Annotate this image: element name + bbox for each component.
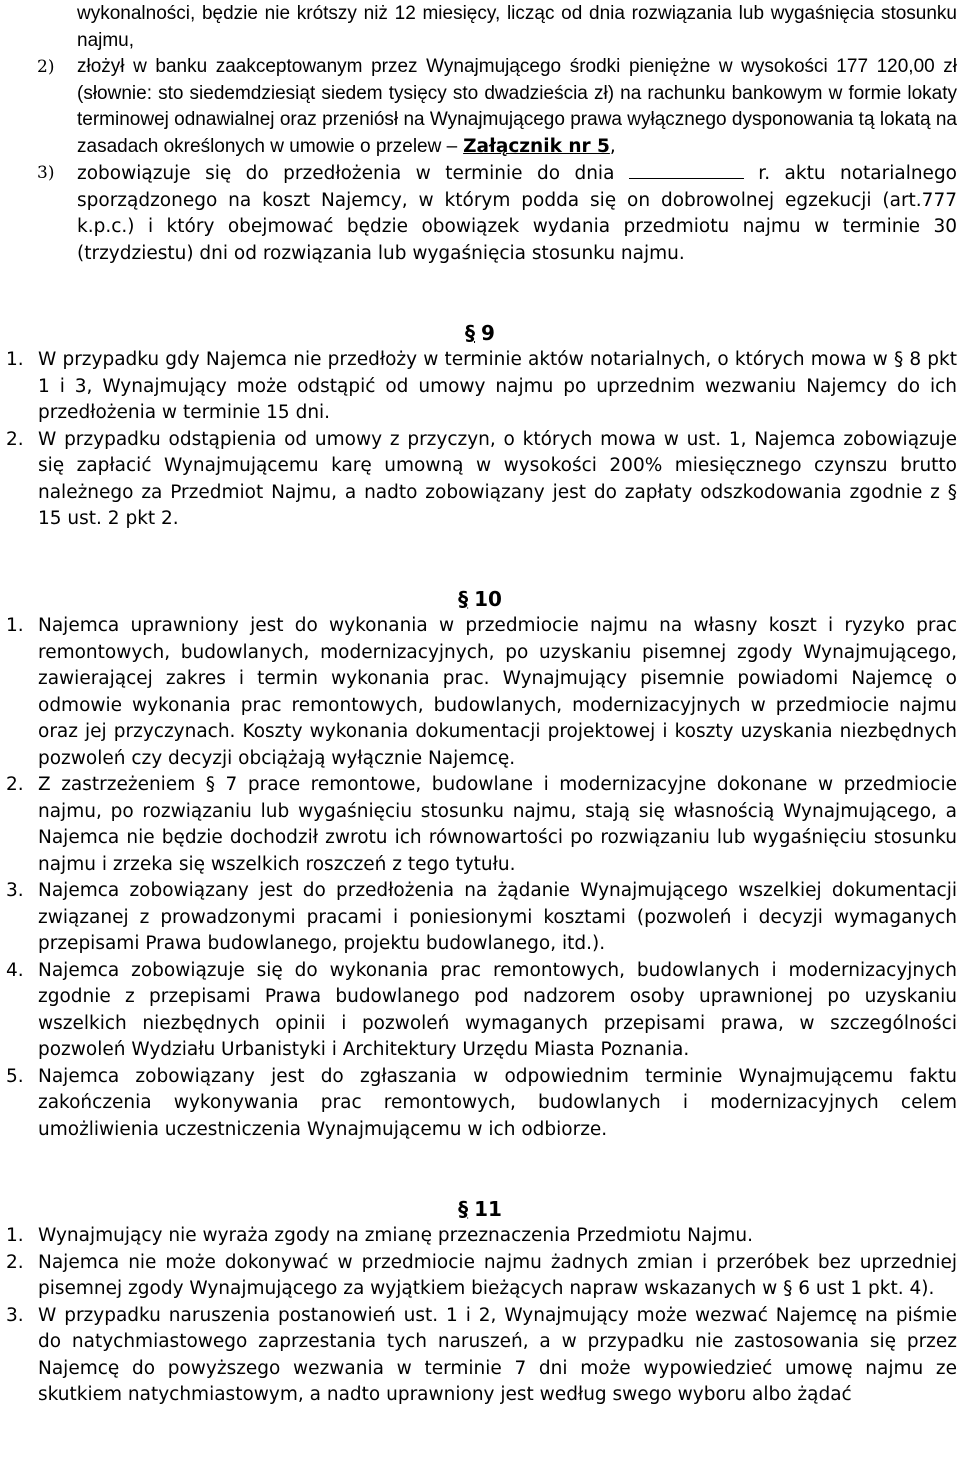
section-10-body bbox=[6, 613, 957, 1143]
section-11-body bbox=[6, 1223, 957, 1409]
item-number: 5. bbox=[6, 1065, 24, 1087]
item-text: W przypadku gdy Najemca nie przedłoży w terminie aktów notarialnych, o których mowa w § 8 pkt 1 i 3, Wynajmujący może odstąpić od umowy najmu po uprzednim wezwaniu Najemcy do ich przedłożenia w terminie 15 dni. bbox=[38, 349, 957, 423]
item-text: Najemca zobowiązuje się do wykonania prac remontowych, budowlanych i modernizacyjnych zgodnie z przepisami Prawa budowlanego pod nadzorem osoby uprawnionej po uzyskaniu wszelkich niezbędnych opinii i pozwoleń wymaganych przepisami prawa, w szczególności pozwoleń Wydziału Urbanistyki i Architektury Urzędu Miasta Poznania. bbox=[38, 959, 957, 1060]
item-text: W przypadku odstąpienia od umowy z przyczyn, o których mowa w ust. 1, Najemca zobowiązuje się zapłacić Wynajmującemu karę umowną w wysokości 200% miesięcznego czynszu brutto należnego za Przedmiot Najmu, a nadto zobowiązany jest do zapłaty odszkodowania zgodnie z § 15 ust. 2 pkt 2. bbox=[38, 428, 957, 529]
item-number: 3. bbox=[6, 880, 24, 901]
paragraph-symbol: § bbox=[465, 321, 476, 345]
item-punctuation: , bbox=[609, 135, 616, 157]
section-number: 9 bbox=[481, 321, 495, 345]
list-item bbox=[6, 878, 957, 958]
date-blank-field bbox=[629, 160, 744, 179]
item-number: 2. bbox=[6, 1251, 24, 1273]
item-text: Z zastrzeżeniem § 7 prace remontowe, budowlane i modernizacyjne dokonane w przedmiocie najmu, po rozwiązaniu lub wygaśnięciu stosunku najmu, stają się własnością Wynajmującego, a Najemca nie będzie dochodził zwrotu ich równowartości po rozwiązaniu lub wygaśnięciu stosunku najmu i zrzeka się wszelkich roszczeń z tego tytułu. bbox=[38, 774, 957, 875]
item-number: 3. bbox=[6, 1304, 24, 1326]
item-text: Najemca zobowiązany jest do przedłożenia na żądanie Wynajmującego wszelkiej dokumentacji związanej z prowadzonymi pracami i poniesionymi kosztami (pozwoleń i decyzji wymaganych przepisami Prawa budowlanego, projektu budowlanego, itd.). bbox=[38, 880, 957, 954]
list-item bbox=[6, 958, 957, 1064]
item-text: Najemca uprawniony jest do wykonania w przedmiocie najmu na własny koszt i ryzyko prac remontowych, budowlanych, modernizacyjnych, po uzyskaniu pisemnej zgody Wynajmującego, zawierającej zakres i termin wykonania prac. Wynajmujący pisemnie powiadomi Najemcę o odmowie wykonania prac remontowych, budowlanych, modernizacyjnych w przedmiocie najmu oraz jej przyczynach. Koszty wykonania dokumentacji projektowej i koszty uzyskania niezbędnych pozwoleń czy decyzji obciążają wyłącznie Najemcę. bbox=[38, 615, 957, 769]
section-number: 11 bbox=[474, 1197, 502, 1221]
list-item bbox=[6, 613, 957, 772]
item-text: Najemca nie może dokonywać w przedmiocie najmu żadnych zmian i przeróbek bez uprzedniej pisemnej zgody Wynajmującego za wyjątkiem bieżących napraw wskazanych w § 6 ust 1 pkt. 4). bbox=[38, 1251, 957, 1299]
list-item bbox=[6, 427, 957, 533]
item-text: W przypadku naruszenia postanowień ust. 1 i 2, Wynajmujący może wezwać Najemcę na piśmie do natychmiastowego zaprzestania tych naruszeń, a w przypadku nie zastosowania się przez Najemcę do powyższego wezwania w terminie 7 dni może wypowiedzieć umowę najmu ze skutkiem natychmiastowym, a nadto uprawniony jest według swego wyboru albo żądać bbox=[38, 1304, 957, 1405]
item-number: 3) bbox=[37, 163, 55, 183]
list-item-1-continuation bbox=[37, 1, 957, 54]
item-text: Wynajmujący nie wyraża zgody na zmianę przeznaczenia Przedmiotu Najmu. bbox=[38, 1225, 754, 1246]
item-text: zobowiązuje się do przedłożenia w terminie do dnia bbox=[77, 163, 615, 184]
list-item bbox=[6, 1223, 957, 1250]
section-9-heading bbox=[0, 320, 960, 347]
attachment-link[interactable]: Załącznik nr 5 bbox=[463, 135, 610, 157]
list-item bbox=[6, 772, 957, 878]
section-11-heading bbox=[0, 1196, 960, 1223]
item-number: 2. bbox=[6, 428, 24, 450]
list-item bbox=[6, 1064, 957, 1144]
section8-continuation bbox=[37, 1, 957, 267]
list-item-2 bbox=[37, 54, 957, 160]
item-number: 4. bbox=[6, 959, 24, 981]
paragraph-symbol: § bbox=[458, 587, 469, 611]
list-item bbox=[6, 1303, 957, 1409]
item-number: 2) bbox=[37, 57, 55, 77]
section-number: 10 bbox=[474, 587, 502, 611]
item-text: r. aktu notarialnego sporządzonego na koszt Najemcy, w którym podda się on dobrowolnej egzekucji (art.777 k.p.c.) i który obejmować będzie obowiązek wydania przedmiotu najmu w terminie 30 (trzydziestu) dni od rozwiązania lub wygaśnięcia stosunku najmu. bbox=[77, 163, 957, 264]
section-10-heading-title bbox=[0, 586, 960, 613]
item-number: 1. bbox=[6, 349, 24, 370]
item-number: 2. bbox=[6, 774, 24, 795]
list-item bbox=[6, 1250, 957, 1303]
list-item bbox=[6, 347, 957, 427]
item-text: złożył w banku zaakceptowanym przez Wynajmującego środki pieniężne w wysokości 177 120,00 zł (słownie: sto siedemdziesiąt siedem tysięcy sto dwadzieścia zł) na rachunku bankowym w formie lokaty terminowej odnawialnej oraz przeniósł na Wynajmującego prawa wyłącznego dysponowania tą lokatą na zasadach określonych w umowie o przelew – bbox=[77, 56, 957, 157]
paragraph-symbol: § bbox=[458, 1197, 469, 1221]
item-text: Najemca zobowiązany jest do zgłaszania w odpowiednim terminie Wynajmującemu faktu zakończenia wykonywania prac remontowych, budowlanych i modernizacyjnych celem umożliwienia uczestniczenia Wynajmującemu w ich odbiorze. bbox=[38, 1065, 957, 1140]
item-number: 1. bbox=[6, 615, 24, 636]
item-number: 1. bbox=[6, 1225, 24, 1246]
section-9-body bbox=[6, 347, 957, 533]
list-item-3 bbox=[37, 160, 957, 267]
item-text: wykonalności, będzie nie krótszy niż 12 miesięcy, licząc od dnia rozwiązania lub wygaśnięcia stosunku najmu, bbox=[77, 3, 957, 51]
